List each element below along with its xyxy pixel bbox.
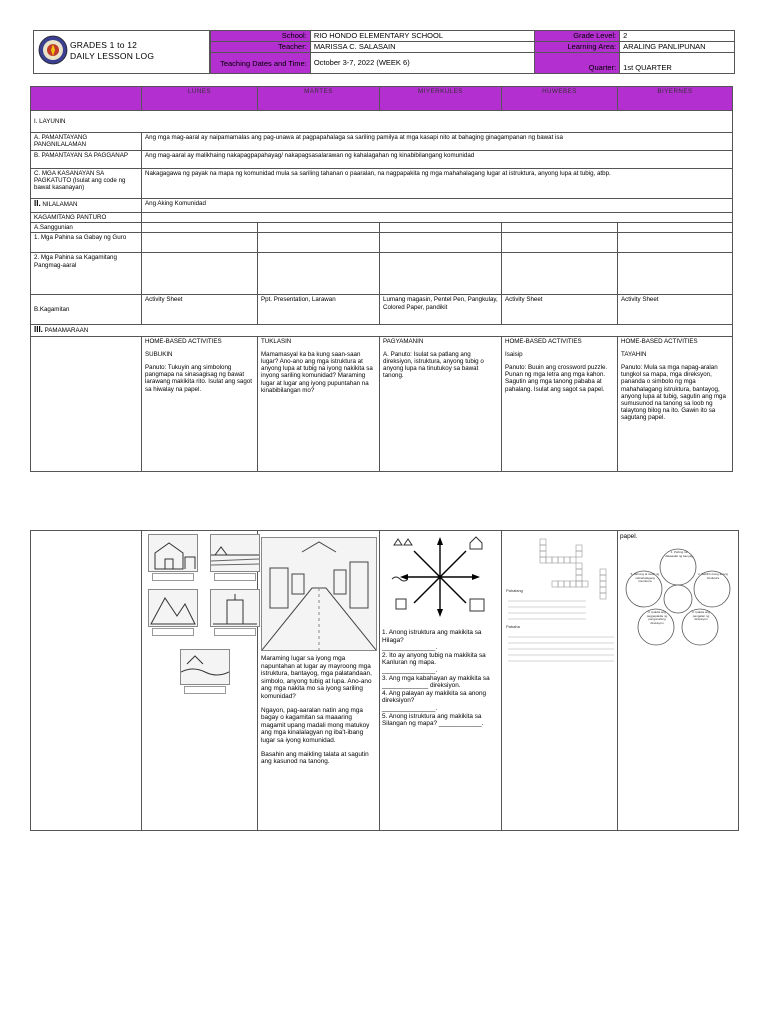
lunes-pictures xyxy=(142,531,258,831)
flower-petal-3: 2. Sabihin kung anong istruktura xyxy=(698,572,728,580)
school-label: School: xyxy=(211,31,311,42)
day-header-lunes: LUNES xyxy=(142,87,258,111)
pamamaraan-martes xyxy=(258,336,380,471)
flower-petal-5: 3. Ipakita ang pangalan ng direksiyon xyxy=(691,610,710,622)
martes-text-3: Basahin ang maikling talata at sagutin ang kasunod na tanong. xyxy=(261,750,369,766)
nilalaman-roman: II. xyxy=(34,199,41,208)
mountain-sketch-image xyxy=(148,589,198,627)
crossword-puzzle-image xyxy=(506,535,616,685)
compass-map-image xyxy=(390,533,490,621)
answer-box-1 xyxy=(152,573,194,581)
day-header-blank xyxy=(31,87,142,111)
flower-petal-1: 1. Pahing na dakasalat ng banyag xyxy=(665,550,693,558)
kasanayan-text: Nakagagawa ng payak na mapa ng komunidad mula sa sariling tahanan o paaralan, na nagpapakita ng mga mahahalagang lugar at istruktura, anyong lupa at tubig, atbp. xyxy=(142,169,733,199)
kagamitan-huwebes: Activity Sheet xyxy=(502,295,618,325)
community-map-image xyxy=(261,537,377,651)
river-sketch-image xyxy=(180,649,230,685)
martes-continuation xyxy=(258,531,380,831)
lesson-log-table xyxy=(30,86,733,472)
miyerkules-head: PAGYAMANIN xyxy=(383,337,424,345)
grade-level-label: Grade Level: xyxy=(535,31,620,42)
grade-level-value: 2 xyxy=(620,31,735,42)
house-icon xyxy=(149,535,197,571)
kagamitan-panturo-cell xyxy=(142,213,733,223)
flower-petal-2: 5. Itanong at isulat ng mahahalagang isturiktura xyxy=(630,572,660,584)
pamamaraan-blank xyxy=(31,336,142,471)
header-title-line1: GRADES 1 to 12 xyxy=(70,40,138,50)
nilalaman-text: Ang Aking Komunidad xyxy=(142,199,733,213)
miyerkules-continuation xyxy=(380,531,502,831)
question-3: 3. Ang mga kabahayan ay makikita sa _____________ direksiyon. xyxy=(382,674,490,690)
gabay-cell-4 xyxy=(502,233,618,253)
field-sketch-image xyxy=(210,534,260,572)
header-logo-box xyxy=(33,30,210,74)
martes-body: Mamamasyal ka ba kung saan-saan lugar? Ano-ano ang mga istruktura at anyong lupa at tubig na iyong nakikita sa inyong sariling komunidad? Maraming lugar at lugar ang iyong pupuntahan na kinabibilangan mo? xyxy=(261,350,373,394)
teaching-dates-value: October 3-7, 2022 (WEEK 6) xyxy=(310,53,535,74)
sanggunian-cell-4 xyxy=(502,223,618,233)
kagamitan-biyernes: Activity Sheet xyxy=(618,295,733,325)
teacher-label: Teacher: xyxy=(211,42,311,53)
answer-box-3 xyxy=(152,628,194,636)
huwebes-body: Panuto: Buuin ang crossword puzzle. Punan ng mga letra ang mga kahon. Sagutin ang mga tanong pababa at pahalang. Isulat ang sagot sa papel. xyxy=(505,364,608,393)
kagamitang-pangmag-aaral-label: 2. Mga Pahina sa Kagamitang Pangmag-aaral xyxy=(31,253,142,295)
layunin-heading: I. LAYUNIN xyxy=(31,111,733,133)
pagganap-text: Ang mag-aaral ay malikhaing nakapagpapahayag/ nakapagsasalarawan ng kahalagahan ng kinabibilangang komunidad xyxy=(142,151,733,169)
gabay-cell-3 xyxy=(380,233,502,253)
biyernes-head: HOME-BASED ACTIVITIES xyxy=(621,337,698,345)
school-value: RIO HONDO ELEMENTARY SCHOOL xyxy=(310,31,535,42)
miyerkules-body: A. Panuto: Isulat sa patlang ang direksiyon, istruktura, anyong tubig o anyong lupa na tinutukoy sa bawat tanong. xyxy=(383,350,484,380)
martes-head: TUKLASIN xyxy=(261,337,292,345)
flower-diagram-image xyxy=(620,543,736,661)
quarter-label: Quarter: xyxy=(535,53,620,74)
kagamitan-lunes: Activity Sheet xyxy=(142,295,258,325)
learning-area-label: Learning Area: xyxy=(535,42,620,53)
pamantayang-text: Ang mga mag-aaral ay naipamamalas ang pag-unawa at pagpapahalaga sa sariling pamilya at mga kasapi nito at bahaging ginagampanan ng bawat isa xyxy=(142,133,733,151)
huwebes-continuation xyxy=(502,531,618,831)
compass-rose-icon xyxy=(390,533,490,621)
gabay-cell-2 xyxy=(258,233,380,253)
day-header-miyerkules: MIYERKULES xyxy=(380,87,502,111)
pamamaraan-huwebes xyxy=(502,336,618,471)
kagamitan-martes: Ppt. Presentation, Larawan xyxy=(258,295,380,325)
huwebes-sub: Isaisip xyxy=(505,350,523,358)
kagamitan-panturo-label: KAGAMITANG PANTURO xyxy=(31,213,142,223)
question-1-blank: _______________. xyxy=(382,644,438,652)
kagamitang-cell-3 xyxy=(380,253,502,295)
sanggunian-cell-3 xyxy=(380,223,502,233)
river-icon xyxy=(181,650,229,684)
pamamaraan-lunes xyxy=(142,336,258,471)
pamamaraan-miyerkules xyxy=(380,336,502,471)
house-sketch-image xyxy=(148,534,198,572)
learning-area-value: ARALING PANLIPUNAN xyxy=(620,42,735,53)
martes-text-1: Maraming lugar sa iyong mga napuntahan at lugar ay mayroong mga istruktura, bantayog, mga palatandaan, simbolo, anyong tubig at lupa. Ano-ano ang mga nakita mo sa iyong sariling komunidad? xyxy=(261,655,372,700)
miyerkules-questions xyxy=(382,629,500,728)
quarter-value: 1st QUARTER xyxy=(620,53,735,74)
kagamitang-cell-4 xyxy=(502,253,618,295)
question-5: 5. Anong istruktura ang makikita sa Silangan ng mapa? ____________. xyxy=(382,712,484,728)
teaching-dates-label: Teaching Dates and Time: xyxy=(211,53,311,74)
gabay-guro-label: 1. Mga Pahina sa Gabay ng Guro xyxy=(31,233,142,253)
field-icon xyxy=(211,535,259,571)
pagganap-label: B. PAMANTAYAN SA PAGGANAP xyxy=(31,151,142,169)
biyernes-body: Panuto: Mula sa mga napag-aralan tungkol sa mapa, mga direksyon, pananda o simbolo ng mga mahahalagang istruktura, bantayog, anyong lupa at tubig, sagutin ang mga sumusunod na tanong sa loob ng talaytong bilog na ito. Gawin ito sa sagutang papel. xyxy=(621,364,726,422)
lunes-head: HOME-BASED ACTIVITIES xyxy=(145,337,222,345)
nilalaman-label xyxy=(31,199,142,213)
question-4-blank: _______________. xyxy=(382,704,438,712)
answer-box-5 xyxy=(184,686,226,694)
kasanayan-label: C. MGA KASANAYAN SA PAGKATUTO (Isulat ang code ng bawat kasanayan) xyxy=(31,169,142,199)
kagamitan-miyerkules: Lumang magasin, Pentel Pen, Pangkulay, Colored Paper, pandikit xyxy=(380,295,502,325)
pamamaraan-roman: III. xyxy=(34,325,43,335)
gabay-cell-5 xyxy=(618,233,733,253)
header-info-table xyxy=(210,30,735,74)
pamantayang-label: A. PAMANTAYANG PANGNILALAMAN xyxy=(31,133,142,151)
martes-continuation-text xyxy=(261,655,375,766)
building-sketch-image xyxy=(210,589,260,627)
martes-text-2: Ngayon, pag-aaralan natin ang mga bagay o kagamitan sa maaaring magamit upang madali mong matukoy ang mga kinalalagyan ng iba't-ibang lugar sa iyong komunidad. xyxy=(261,706,370,744)
sanggunian-cell-1 xyxy=(142,223,258,233)
question-2: 2. Ito ay anyong tubig na makikita sa Kanluran ng mapa. xyxy=(382,651,486,667)
kagamitang-cell-1 xyxy=(142,253,258,295)
day-header-martes: MARTES xyxy=(258,87,380,111)
crossword-pababa-label: Pababa xyxy=(506,624,520,629)
pamamaraan-biyernes xyxy=(618,336,733,471)
sanggunian-cell-5 xyxy=(618,223,733,233)
continuation-blank xyxy=(31,531,142,831)
continuation-table xyxy=(30,530,739,831)
pamamaraan-label: PAMAMARAAN xyxy=(44,327,89,335)
lunes-sub: SUBUKIN xyxy=(145,350,173,358)
deped-seal-icon xyxy=(38,35,68,65)
answer-box-2 xyxy=(214,573,256,581)
nilalaman-text-label: NILALAMAN xyxy=(42,201,78,208)
header-title-line2: DAILY LESSON LOG xyxy=(70,51,155,61)
question-2-blank: _______________. xyxy=(382,666,438,674)
biyernes-papel-text: papel. xyxy=(620,533,638,540)
kagamitang-cell-2 xyxy=(258,253,380,295)
flower-petal-4: 4. Ipakita ang pagpapakita ng pangunahing direksiyon xyxy=(646,610,668,625)
day-header-biyernes: BIYERNES xyxy=(618,87,733,111)
answer-box-4 xyxy=(214,628,256,636)
sanggunian-cell-2 xyxy=(258,223,380,233)
sanggunian-label: A.Sanggunian xyxy=(31,223,142,233)
question-1: 1. Anong istruktura ang makikita sa Hilaga? xyxy=(382,629,482,644)
crossword-pahalang-label: Pahalang xyxy=(506,588,523,593)
teacher-value: MARISSA C. SALASAIN xyxy=(310,42,535,53)
day-header-huwebes: HUWEBES xyxy=(502,87,618,111)
biyernes-continuation xyxy=(618,531,739,831)
mountain-icon xyxy=(149,590,197,626)
gabay-cell-1 xyxy=(142,233,258,253)
lunes-body: Panuto: Tukuyin ang simbolong pangmapa na sinasagisag ng bawat larawang makikita rito. Isulat ang sagot sa hiwalay na papel. xyxy=(145,364,252,393)
kagamitang-cell-5 xyxy=(618,253,733,295)
biyernes-sub: TAYAHIN xyxy=(621,350,647,358)
b-kagamitan-label: B.Kagamitan xyxy=(31,295,142,325)
huwebes-head: HOME-BASED ACTIVITIES xyxy=(505,337,582,345)
question-4: 4. Ang palayan ay makikita sa anong direksiyon? xyxy=(382,689,487,705)
building-icon xyxy=(211,590,259,626)
pamamaraan-heading xyxy=(31,325,733,336)
community-city-icon xyxy=(262,538,376,650)
